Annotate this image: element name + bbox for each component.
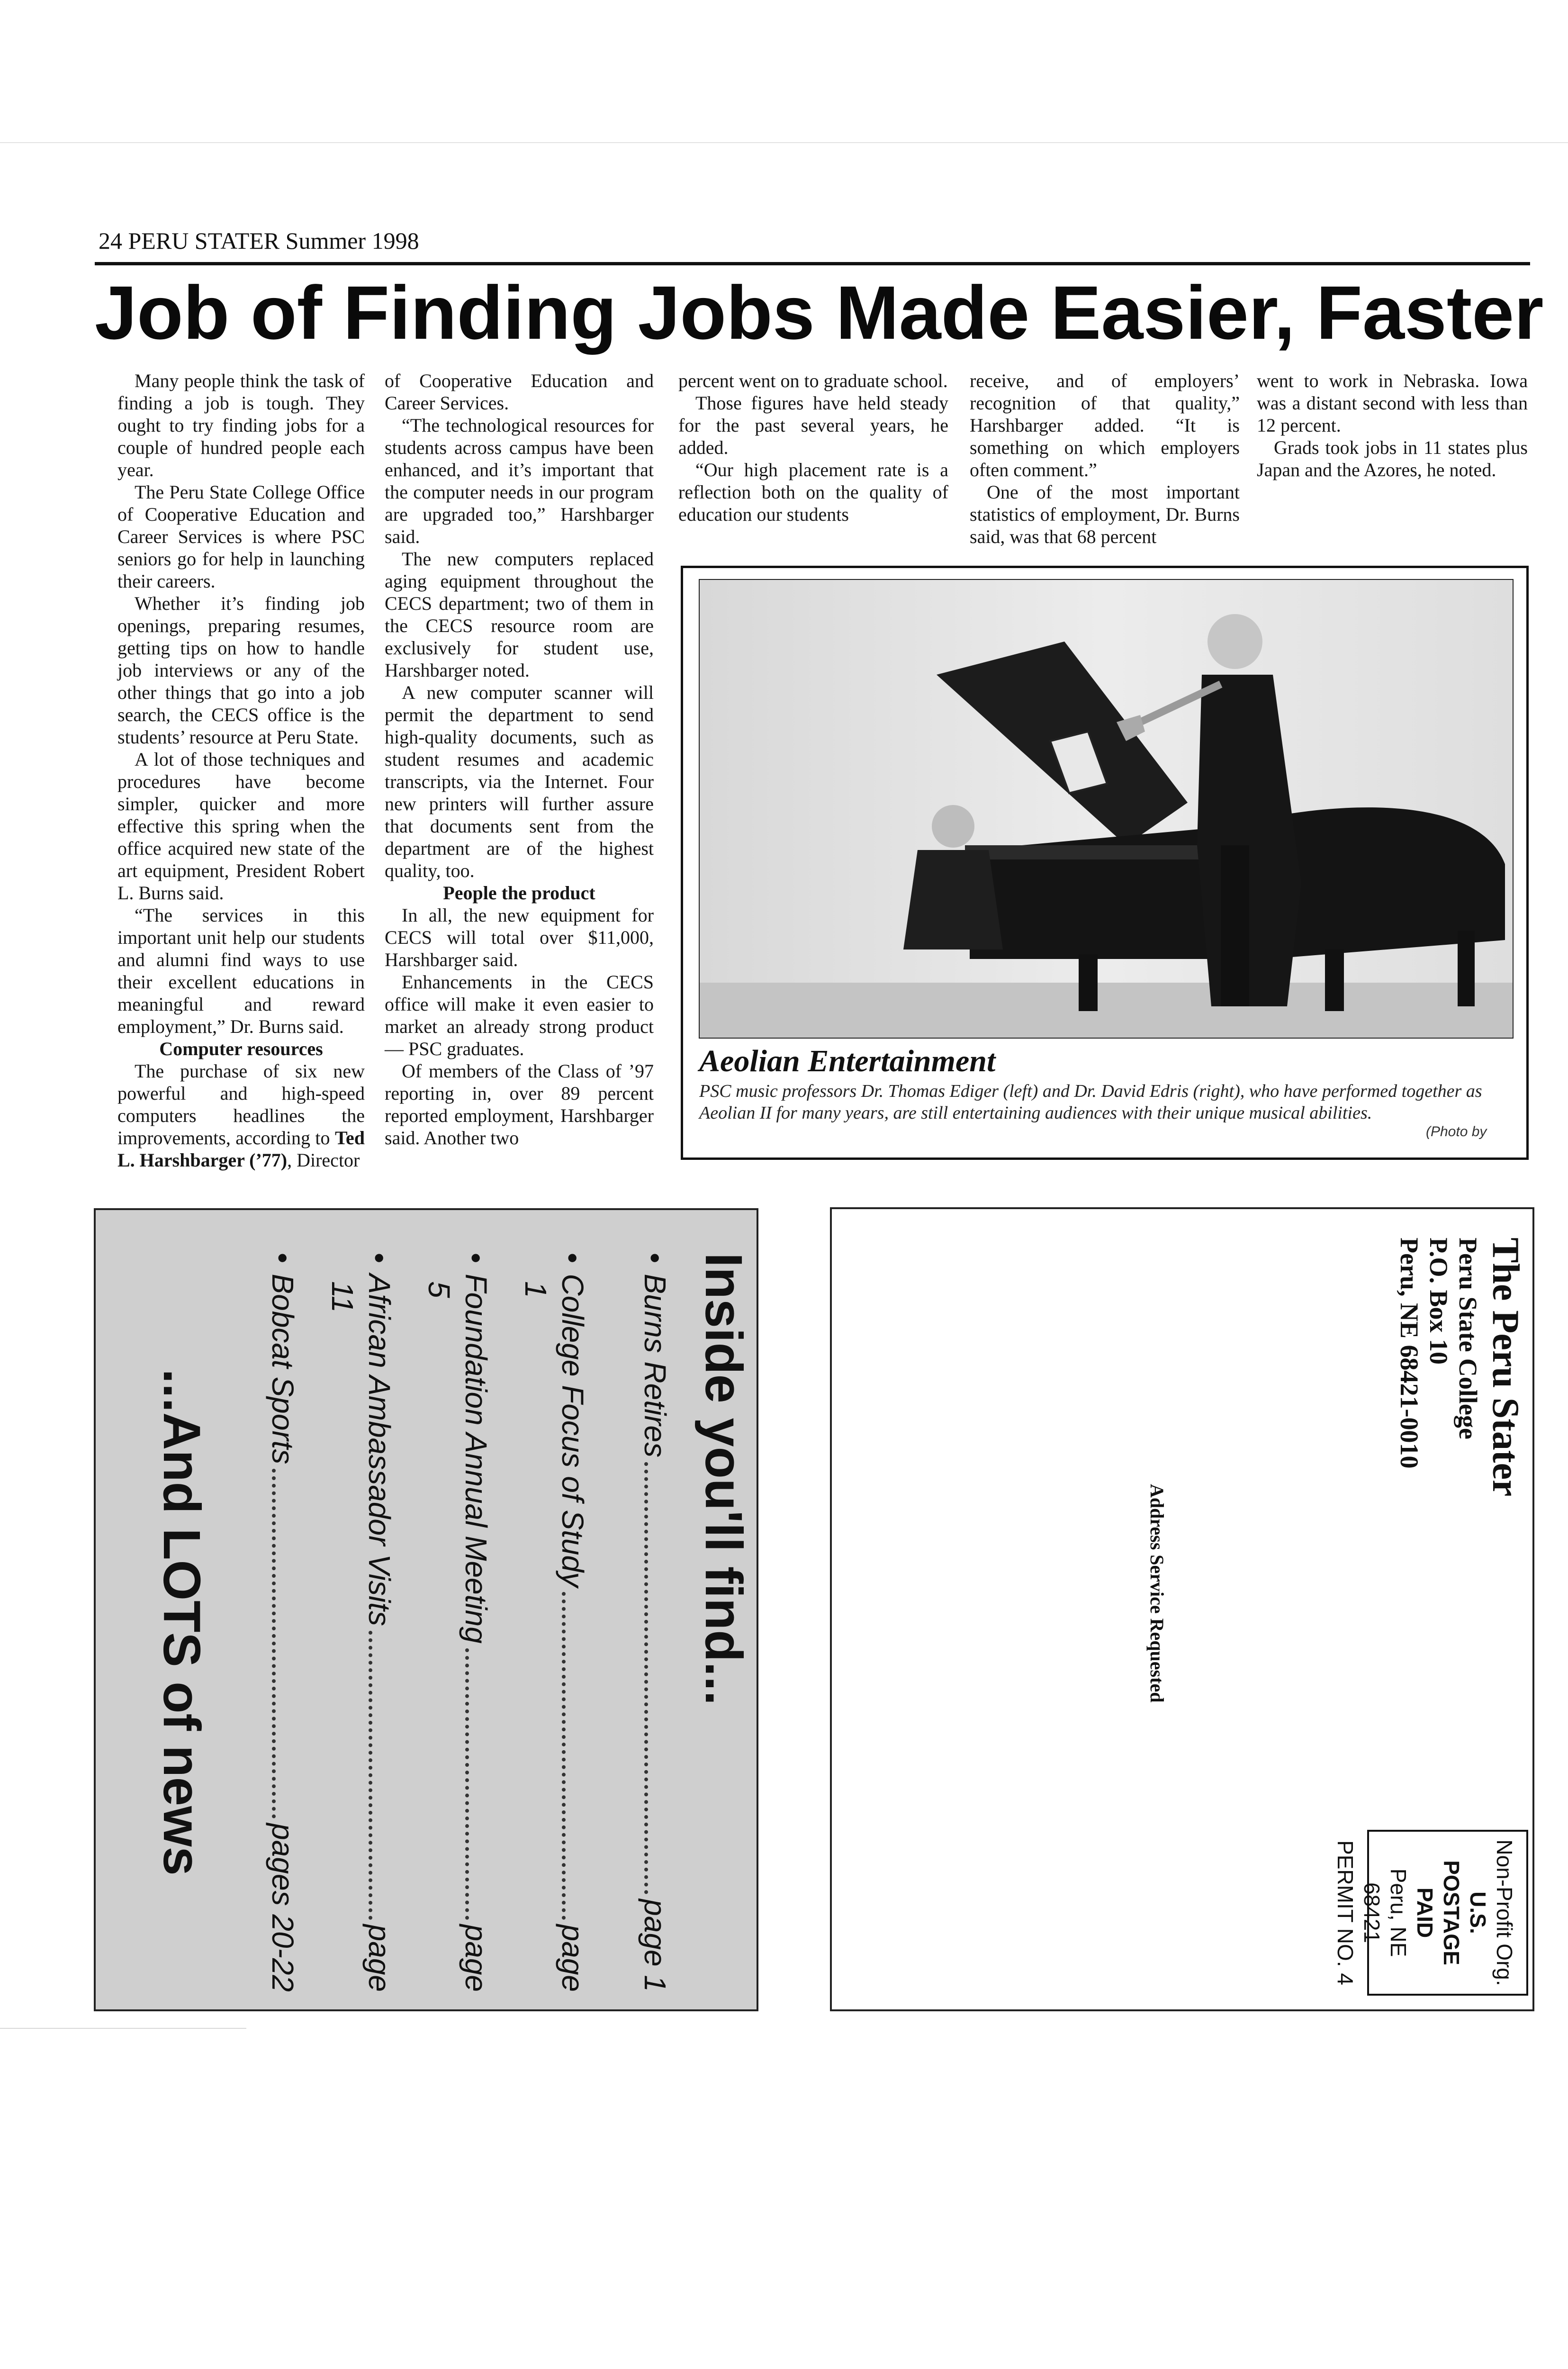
paragraph: Of members of the Class of ’97 reporting in, over 89 percent reported employment, Harshbarger said. Another two	[385, 1060, 654, 1148]
contents-item-label: Burns Retires	[638, 1274, 672, 1458]
contents-item-page: page	[459, 1924, 493, 1992]
person-name: Ted L. Harshbarger (’77)	[117, 1127, 365, 1171]
article-column-4	[970, 370, 1240, 548]
scan-rule	[0, 142, 1568, 143]
page-header: 24 PERU STATER Summer 1998	[99, 227, 419, 254]
photo-caption-title: Aeolian Entertainment	[699, 1044, 996, 1078]
contents-item-wrap: 5	[422, 1281, 456, 1298]
performance-photo	[699, 579, 1514, 1039]
leader-dots	[272, 1469, 276, 1818]
paragraph: “Our high placement rate is a reflection both on the quality of education our students	[678, 459, 948, 525]
paragraph-text: , Director	[287, 1149, 360, 1171]
contents-item-page: page	[362, 1924, 397, 1992]
contents-item-wrap	[614, 1281, 637, 1992]
return-address-org: Peru State College	[1454, 1238, 1482, 1439]
photo-credit: (Photo by	[1426, 1124, 1487, 1139]
paragraph: A new computer scanner will permit the department to send high-quality documents, such as student resumes and academic transcripts, via the Internet. Four new printers will further assure that documents sent from the department are of the highest quality, too.	[385, 682, 654, 881]
contents-item-wrap: 11	[325, 1281, 360, 1313]
contents-item-label: Bobcat Sports	[266, 1274, 300, 1465]
leader-dots	[369, 1631, 372, 1920]
paragraph: A lot of those techniques and procedures have become simpler, quicker and more effective this spring when the office acquired new state of the art equipment, President Robert L. Burns said.	[117, 749, 365, 904]
paragraph: percent went on to graduate school.	[678, 370, 948, 391]
article-column-2	[385, 370, 654, 1149]
paragraph: The new computers replaced aging equipment throughout the CECS department; two of them in the CECS resource room are exclusively for student use, Harshbarger noted.	[385, 548, 654, 681]
subhead: People the product	[443, 882, 595, 904]
paragraph	[117, 1060, 365, 1171]
address-service-note: Address Service Requested	[1146, 1484, 1168, 1703]
paragraph: One of the most important statistics of employment, Dr. Burns said, was that 68 percent	[970, 481, 1240, 547]
paragraph: Enhancements in the CECS office will make it even easier to market an already strong product — PSC graduates.	[385, 971, 654, 1059]
article-column-1	[117, 370, 365, 1171]
paragraph: In all, the new equipment for CECS will total over $11,000, Harshbarger said.	[385, 904, 654, 970]
paragraph: “The technological resources for students across campus have been enhanced, and it’s important that the computer needs in our program are upgraded too,” Harshbarger said.	[385, 415, 654, 547]
bullet-icon: •	[459, 1253, 493, 1264]
paragraph-text: The purchase of six new powerful and high-speed computers headlines the improvements, according to	[117, 1060, 365, 1148]
photo-caption: PSC music professors Dr. Thomas Ediger (left) and Dr. David Edris (right), who have performed together as Aeolian II for many years, are still entertaining audiences with their unique musical abilities.	[699, 1081, 1482, 1123]
return-address-city: Peru, NE 68421-0010	[1395, 1238, 1424, 1469]
contents-item-label: College Focus of Study	[556, 1274, 590, 1588]
contents-title: Inside you'll find...	[694, 1253, 753, 1706]
bullet-icon: •	[266, 1253, 300, 1264]
mailing-panel	[830, 1207, 1534, 2011]
contents-item-label: African Ambassador Visits	[362, 1274, 397, 1626]
postage-line: Peru, NE 68421	[1360, 1868, 1411, 1957]
contents-item-page: page	[556, 1924, 590, 1992]
publication-name: The Peru Stater	[1485, 1238, 1526, 1497]
article-column-5	[1257, 370, 1528, 481]
article-headline: Job of Finding Jobs Made Easier, Faster	[95, 270, 1544, 355]
postage-line: PAID	[1413, 1887, 1437, 1938]
photo-illustration	[700, 580, 1513, 1038]
contents-item[interactable]	[264, 1253, 301, 1992]
paragraph: of Cooperative Education and Career Services.	[385, 370, 654, 414]
mailing-rotated	[846, 1238, 1528, 1996]
header-rule	[95, 262, 1530, 265]
contents-item-wrap: 1	[519, 1281, 553, 1298]
subhead: Computer resources	[159, 1038, 323, 1059]
paragraph: Those figures have held steady for the past several years, he added.	[678, 392, 948, 458]
contents-box	[94, 1208, 758, 2011]
return-address-box: P.O. Box 10	[1424, 1238, 1453, 1365]
article-column-3	[678, 370, 948, 525]
paragraph: “The services in this important unit help our students and alumni find ways to use their excellent educations in meaningful and reward employment,” Dr. Burns said.	[117, 904, 365, 1037]
postage-indicia	[1333, 1830, 1528, 1996]
paragraph: went to work in Nebraska. Iowa was a distant second with less than 12 percent.	[1257, 370, 1528, 436]
contents-item[interactable]	[637, 1253, 674, 1992]
bullet-icon: •	[638, 1253, 672, 1264]
scan-rule	[0, 2028, 246, 2029]
leader-dots	[465, 1648, 469, 1920]
postage-line: PERMIT NO. 4	[1333, 1840, 1358, 1985]
contents-item[interactable]	[554, 1253, 591, 1992]
leader-dots	[644, 1462, 648, 1894]
paragraph: receive, and of employers’ recognition of that quality,” Harshbarger added. “It is something on which employers often comment.”	[970, 370, 1240, 480]
contents-rotated	[124, 1253, 754, 1992]
contents-item[interactable]	[361, 1253, 398, 1992]
contents-item-page: page 1	[638, 1899, 672, 1992]
contents-item[interactable]	[458, 1253, 495, 1992]
leader-dots	[562, 1592, 566, 1920]
postage-line: U.S. POSTAGE	[1439, 1860, 1490, 1965]
contents-item-label: Foundation Annual Meeting	[459, 1274, 493, 1644]
contents-item-page: pages 20-22	[266, 1823, 300, 1992]
contents-footer: ...And LOTS of news	[153, 1369, 211, 1876]
paragraph: Whether it’s finding job openings, preparing resumes, getting tips on how to handle job interviews or any of the other things that go into a job search, the CECS office is the students’ resource at Peru State.	[117, 593, 365, 748]
paragraph: Many people think the task of finding a job is tough. They ought to try finding jobs for a couple of hundred people each year.	[117, 370, 365, 480]
bullet-icon: •	[362, 1253, 397, 1264]
bullet-icon: •	[556, 1253, 590, 1264]
postage-line: Non-Profit Org.	[1492, 1839, 1517, 1986]
paragraph: Grads took jobs in 11 states plus Japan and the Azores, he noted.	[1257, 437, 1528, 480]
paragraph: The Peru State College Office of Cooperative Education and Career Services is where PSC seniors go for help in launching their careers.	[117, 481, 365, 592]
